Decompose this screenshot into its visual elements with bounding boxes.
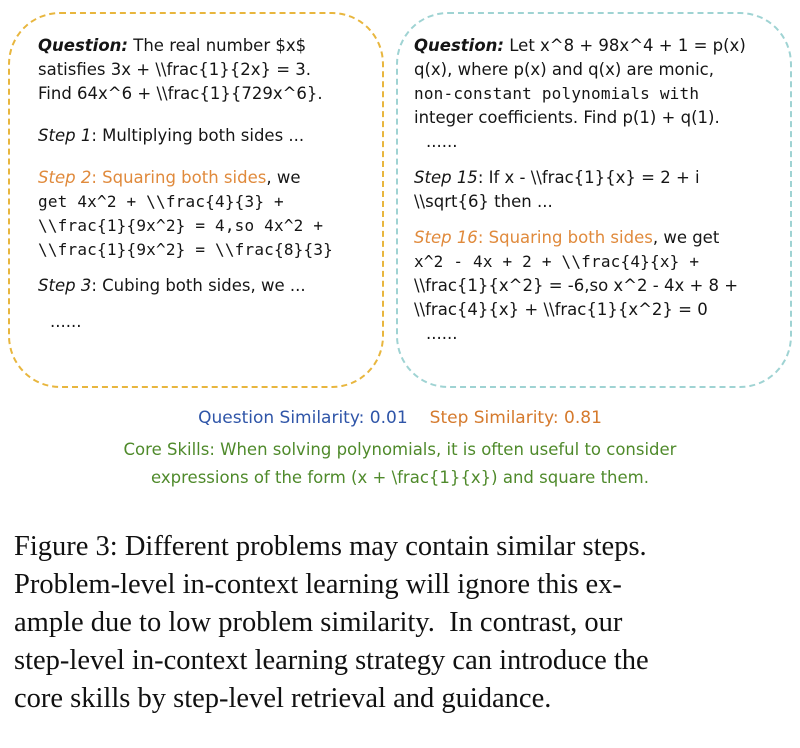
right-step-15-label: Step 15 — [414, 168, 478, 187]
right-step-16-math-2: \\frac{1}{x^2} = -6,so x^2 - 4x + 8 + — [414, 276, 739, 295]
right-step-16-math-3: \\frac{4}{x} + \\frac{1}{x^2} = 0 — [414, 300, 708, 319]
left-step-1 — [38, 124, 374, 148]
right-question-line-1 — [414, 34, 784, 58]
caption-line-1: Figure 3: Different problems may contain similar steps. — [14, 531, 647, 562]
caption-line-2: Problem-level in-context learning will ignore this ex- — [14, 569, 622, 600]
right-step-15 — [414, 166, 784, 190]
left-step-2-math-2: \\frac{1}{9x^2} = 4,so 4x^2 + — [38, 216, 324, 235]
caption-line-4: step-level in-context learning strategy can introduce the — [14, 645, 649, 676]
right-question-text-4: integer coefficients. Find p(1) + q(1). — [414, 108, 720, 127]
left-ellipsis: ...... — [50, 312, 82, 331]
right-ellipsis-top: ...... — [426, 132, 458, 151]
left-example-content — [38, 34, 374, 334]
right-step-16-label: Step 16 — [414, 228, 478, 247]
right-step-16-math-1: x^2 - 4x + 2 + \\frac{4}{x} + — [414, 252, 700, 271]
right-step-16-highlight: : Squaring both sides — [477, 228, 653, 247]
right-question-text-3: non-constant polynomials with — [414, 84, 700, 103]
right-step-16-tail: , we get — [652, 228, 720, 247]
right-step-15-text-2: \\sqrt{6} then ... — [414, 192, 553, 211]
step-similarity: Step Similarity: 0.81 — [429, 408, 602, 428]
left-question-text-2: satisfies 3x + \\frac{1}{2x} = 3. — [38, 60, 312, 79]
left-step-1-text: : Multiplying both sides ... — [91, 126, 305, 145]
caption-line-3: ample due to low problem similarity. In contrast, our — [14, 607, 623, 638]
core-skills-note — [60, 436, 740, 492]
core-skills-line-1: Core Skills: When solving polynomials, it is often useful to consider — [123, 440, 677, 459]
caption-line-5: core skills by step-level retrieval and guidance. — [14, 683, 552, 714]
right-question-label: Question: — [414, 36, 505, 55]
left-step-2-math-1: get 4x^2 + \\frac{4}{3} + — [38, 192, 284, 211]
right-question-text-2: q(x), where p(x) and q(x) are monic, — [414, 60, 714, 79]
similarity-scores — [0, 406, 800, 430]
left-step-3-label: Step 3 — [38, 276, 92, 295]
left-step-2-head — [38, 166, 374, 190]
left-question-text-1: The real number $x$ — [128, 36, 307, 55]
left-step-2-label: Step 2 — [38, 168, 92, 187]
figure-caption — [14, 528, 790, 718]
right-step-15-text-1: : If x - \\frac{1}{x} = 2 + i — [477, 168, 700, 187]
core-skills-line-2: expressions of the form (x + \frac{1}{x}) and square them. — [151, 468, 649, 487]
right-ellipsis-bottom: ...... — [426, 324, 458, 343]
right-question-text-1: Let x^8 + 98x^4 + 1 = p(x) — [504, 36, 746, 55]
left-step-1-label: Step 1 — [38, 126, 92, 145]
left-question-text-3: Find 64x^6 + \\frac{1}{729x^6}. — [38, 84, 323, 103]
left-step-3 — [38, 274, 374, 298]
left-question-label: Question: — [38, 36, 129, 55]
right-step-16-head — [414, 226, 784, 250]
question-similarity: Question Similarity: 0.01 — [198, 408, 408, 428]
left-step-2-highlight: : Squaring both sides — [91, 168, 267, 187]
left-step-3-text: : Cubing both sides, we ... — [91, 276, 306, 295]
left-step-2-math-3: \\frac{1}{9x^2} = \\frac{8}{3} — [38, 240, 333, 259]
left-question-line-1 — [38, 34, 374, 58]
left-step-2-tail: , we — [266, 168, 301, 187]
right-example-content — [414, 34, 784, 346]
